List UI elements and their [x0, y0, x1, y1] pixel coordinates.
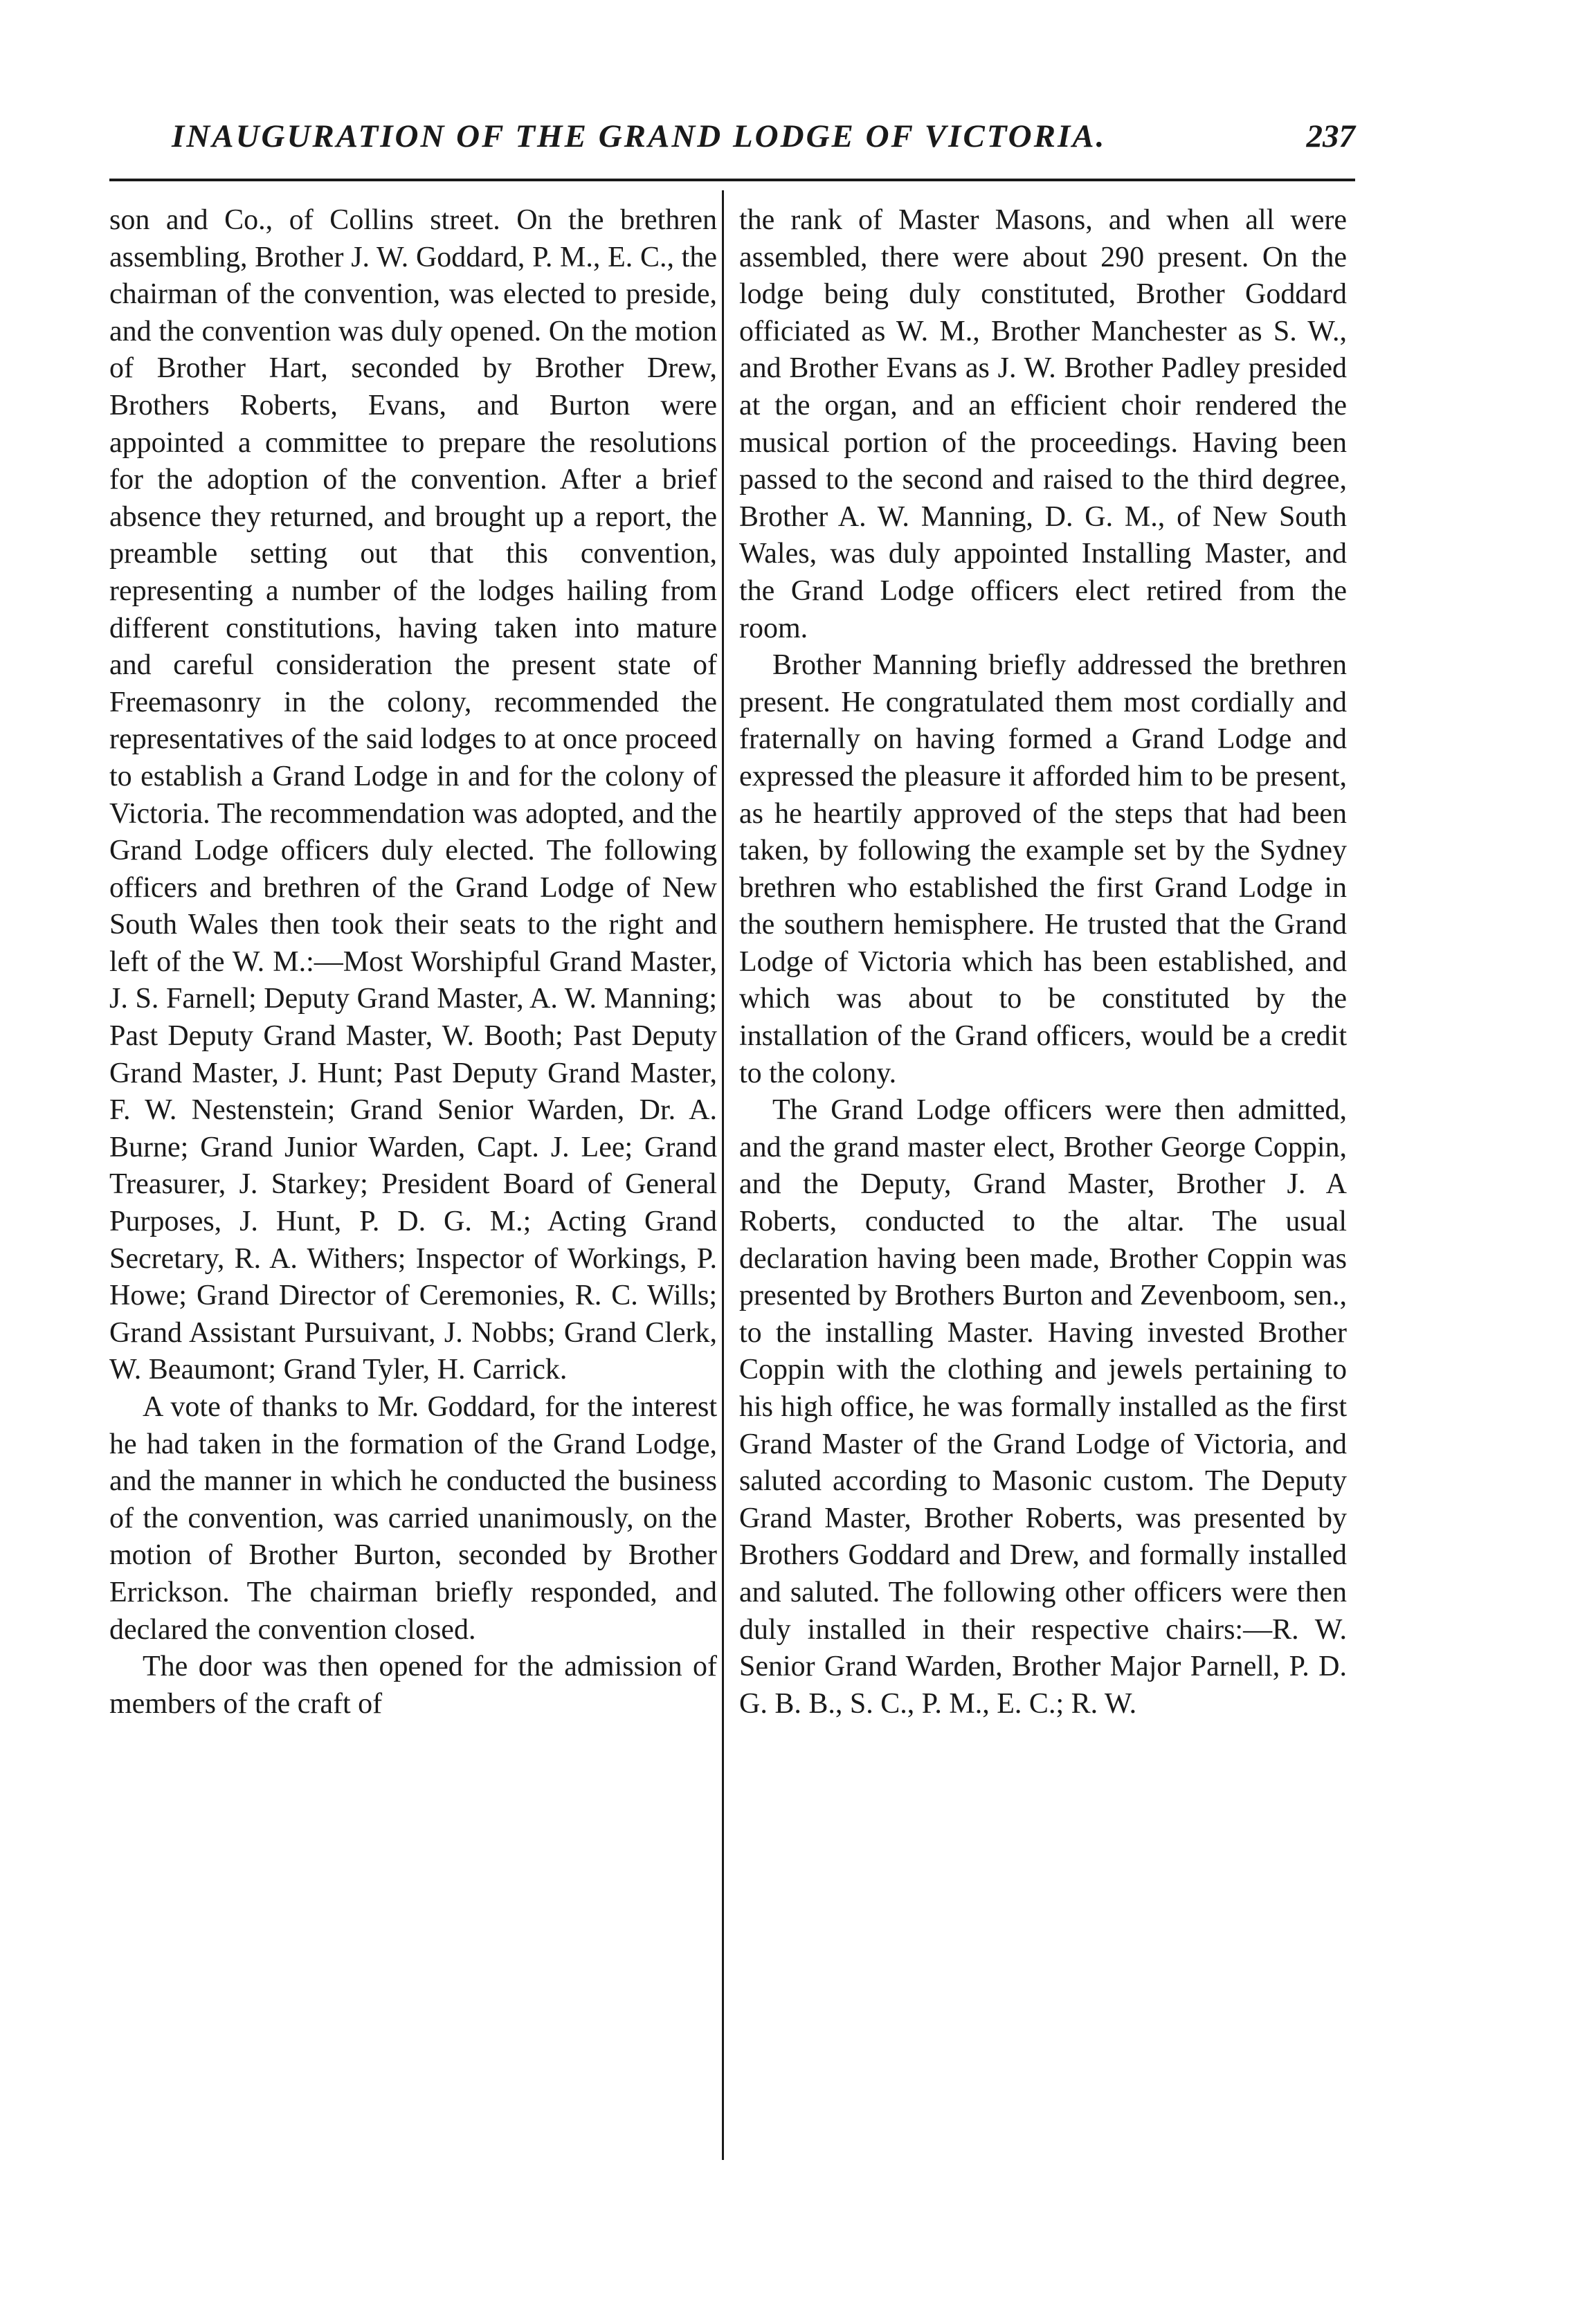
right-paragraph-2: Brother Manning briefly addressed the brethren present. He congratulated them most cordially and fraternally on having formed a Grand Lodge and expressed the pleasure it afforded him to be present, as he heartily approved of the steps that had been taken, by following the example set by the Sydney brethren who established the first Grand Lodge in the southern hemisphere. He trusted that the Grand Lodge of Victoria which has been established, and which was about to be constituted by the installation of the Grand officers, would be a credit to the colony. [739, 649, 1347, 1089]
left-paragraph-3: The door was then opened for the admission of members of the craft of [109, 1651, 717, 1720]
page-number: 237 [1306, 118, 1355, 154]
right-column [739, 202, 1347, 1723]
header-rule [109, 179, 1355, 181]
left-paragraph-2: A vote of thanks to Mr. Goddard, for the interest he had taken in the formation of the Grand Lodge, and the manner in which he conducted the business of the convention, was carried unanimously, on the motion of Brother Burton, seconded by Brother Errickson. The chairman briefly responded, and declared the convention closed. [109, 1391, 717, 1646]
right-paragraph-1: the rank of Master Masons, and when all were assembled, there were about 290 present. On the lodge being duly constituted, Brother Goddard officiated as W. M., Brother Manchester as S. W., and Brother Evans as J. W. Brother Padley presided at the organ, and an efficient choir rendered the musical portion of the proceedings. Having been passed to the second and raised to the third degree, Brother A. W. Manning, D. G. M., of New South Wales, was duly appointed Installing Master, and the Grand Lodge officers elect retired from the room. [739, 204, 1347, 644]
column-divider [722, 190, 724, 2160]
left-paragraph-1: son and Co., of Collins street. On the brethren assembling, Brother J. W. Goddard, P. M., E. C., the chairman of the convention, was elected to preside, and the convention was duly opened. On the motion of Brother Hart, seconded by Brother Drew, Brothers Roberts, Evans, and Burton were appointed a committee to prepare the resolutions for the adoption of the convention. After a brief absence they returned, and brought up a report, the preamble setting out that this convention, representing a number of the lodges hailing from different constitutions, having taken into mature and careful consideration the present state of Freemasonry in the colony, recommended the representatives of the said lodges to at once proceed to establish a Grand Lodge in and for the colony of Victoria. The recommendation was adopted, and the Grand Lodge officers duly elected. The following officers and brethren of the Grand Lodge of New South Wales then took their seats to the right and left of the W. M.:—Most Worshipful Grand Master, J. S. Farnell; Deputy Grand Master, A. W. Manning; Past Deputy Grand Master, W. Booth; Past Deputy Grand Master, J. Hunt; Past Deputy Grand Master, F. W. Nestenstein; Grand Senior Warden, Dr. A. Burne; Grand Junior Warden, Capt. J. Lee; Grand Treasurer, J. Starkey; President Board of General Purposes, J. Hunt, P. D. G. M.; Acting Grand Secretary, R. A. Withers; Inspector of Workings, P. Howe; Grand Director of Ceremonies, R. C. Wills; Grand Assistant Pursuivant, J. Nobbs; Grand Clerk, W. Beaumont; Grand Tyler, H. Carrick. [109, 204, 717, 1386]
left-column [109, 202, 717, 1723]
running-head [109, 118, 1355, 166]
running-title: INAUGURATION OF THE GRAND LODGE OF VICTORIA. [172, 118, 1107, 154]
right-paragraph-3: The Grand Lodge officers were then admitted, and the grand master elect, Brother George Coppin, and the Deputy, Grand Master, Brother J. A Roberts, conducted to the altar. The usual declaration having been made, Brother Coppin was presented by Brothers Burton and Zevenboom, sen., to the installing Master. Having invested Brother Coppin with the clothing and jewels pertaining to his high office, he was formally installed as the first Grand Master of the Grand Lodge of Victoria, and saluted according to Masonic custom. The Deputy Grand Master, Brother Roberts, was presented by Brothers Goddard and Drew, and formally installed and saluted. The following other officers were then duly installed in their respective chairs:—R. W. Senior Grand Warden, Brother Major Parnell, P. D. G. B. B., S. C., P. M., E. C.; R. W. [739, 1094, 1347, 1720]
